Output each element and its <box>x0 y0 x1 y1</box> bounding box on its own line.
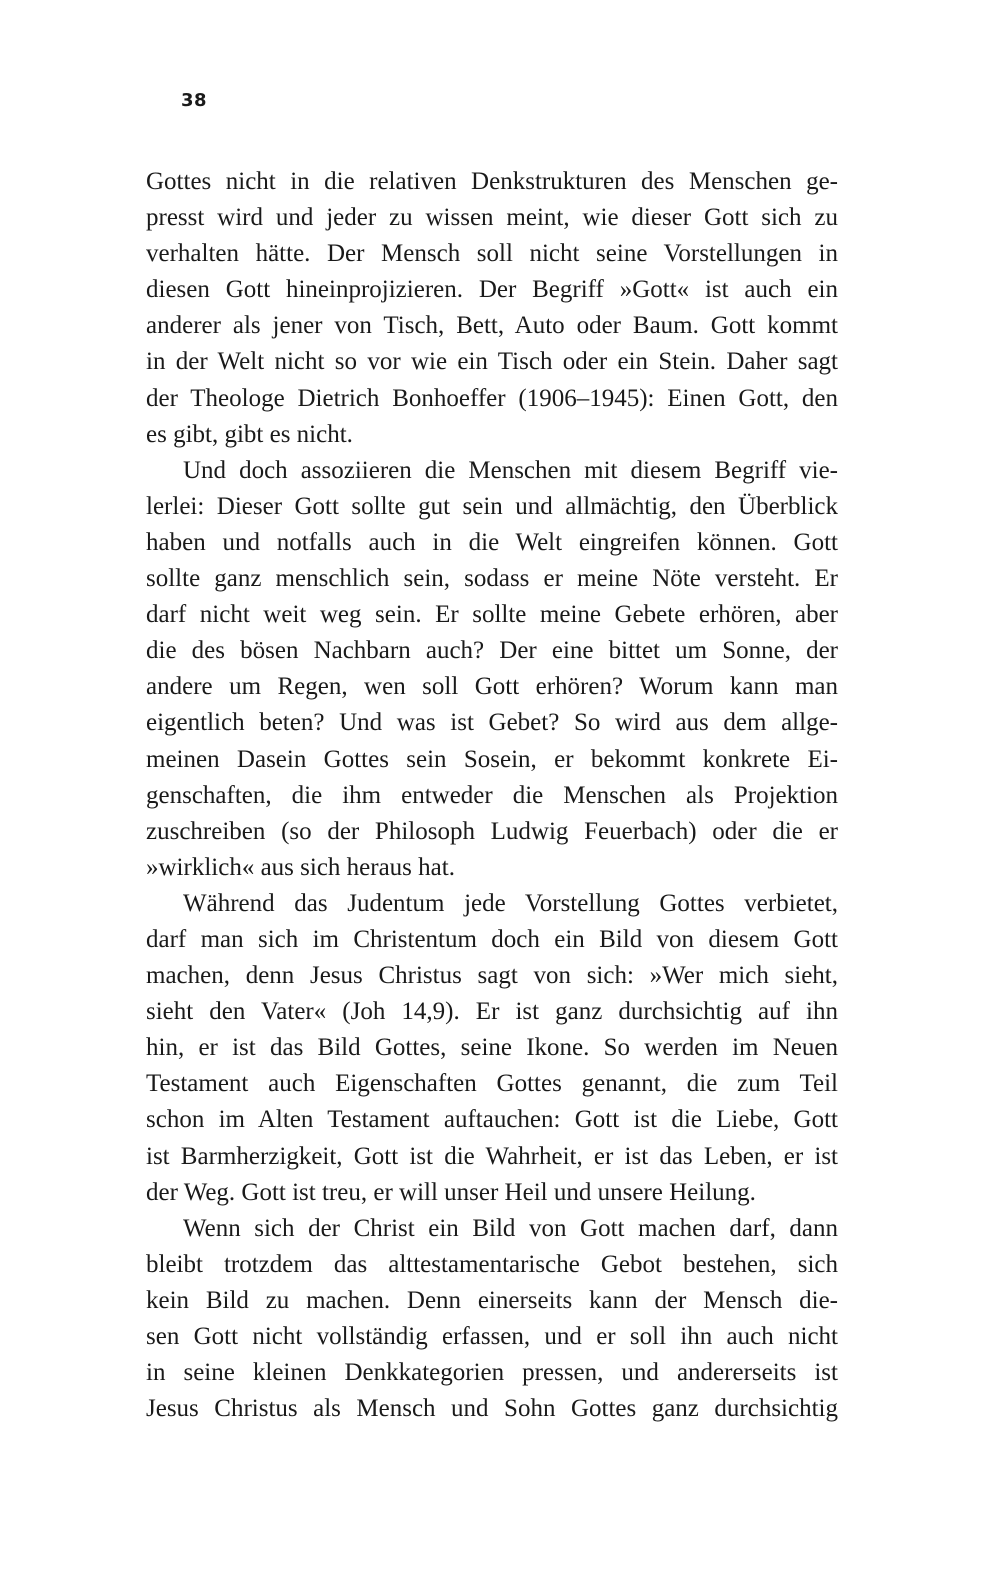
text-line: ist Barmherzigkeit, Gott ist die Wahrheit, er ist das Leben, er ist <box>146 1142 838 1170</box>
text-line: Während das Judentum jede Vorstellung Gottes verbietet, <box>183 889 838 917</box>
text-line: darf man sich im Christentum doch ein Bild von diesem Gott <box>146 925 838 953</box>
text-line: der Weg. Gott ist treu, er will unser Heil und unsere Heilung. <box>146 1178 756 1206</box>
text-line: bleibt trotzdem das alttestamentarische Gebot bestehen, sich <box>146 1250 838 1278</box>
paragraph <box>146 886 838 1211</box>
text-line: schon im Alten Testament auftauchen: Gott ist die Liebe, Gott <box>146 1106 838 1134</box>
text-line: Testament auch Eigenschaften Gottes genannt, die zum Teil <box>146 1070 838 1098</box>
text-line: darf nicht weit weg sein. Er sollte meine Gebete erhören, aber <box>146 601 838 629</box>
text-line: sen Gott nicht vollständig erfassen, und er soll ihn auch nicht <box>146 1323 838 1350</box>
text-line: die des bösen Nachbarn auch? Der eine bittet um Sonne, der <box>146 637 838 665</box>
page-number: 38 <box>181 90 208 111</box>
text-line: meinen Dasein Gottes sein Sosein, er bekommt konkrete Ei- <box>146 745 838 773</box>
text-line: in seine kleinen Denkkategorien pressen, und andererseits ist <box>146 1359 838 1387</box>
text-line: zuschreiben (so der Philosoph Ludwig Feuerbach) oder die er <box>146 817 838 845</box>
text-line: sollte ganz menschlich sein, sodass er meine Nöte versteht. Er <box>146 565 838 593</box>
text-line: anderer als jener von Tisch, Bett, Auto oder Baum. Gott kommt <box>146 312 838 340</box>
text-line: kein Bild zu machen. Denn einerseits kann der Mensch die- <box>146 1286 838 1314</box>
text-line: es gibt, gibt es nicht. <box>146 420 353 448</box>
text-line: in der Welt nicht so vor wie ein Tisch oder ein Stein. Daher sagt <box>146 348 838 376</box>
text-line: Wenn sich der Christ ein Bild von Gott machen darf, dann <box>183 1214 838 1242</box>
text-line: Gottes nicht in die relativen Denkstrukturen des Menschen ge- <box>146 168 838 195</box>
text-line: machen, denn Jesus Christus sagt von sich: »Wer mich sieht, <box>146 962 838 990</box>
body-text <box>146 164 838 1427</box>
paragraph <box>146 453 838 886</box>
text-line: Jesus Christus als Mensch und Sohn Gottes ganz durchsichtig <box>146 1395 838 1423</box>
text-line: haben und notfalls auch in die Welt eingreifen können. Gott <box>146 528 838 556</box>
text-line: verhalten hätte. Der Mensch soll nicht seine Vorstellungen in <box>146 240 838 268</box>
paragraph <box>146 164 838 453</box>
paragraph <box>146 1211 838 1428</box>
text-line: »wirklich« aus sich heraus hat. <box>146 853 455 881</box>
text-line: eigentlich beten? Und was ist Gebet? So wird aus dem allge- <box>146 709 838 737</box>
text-line: genschaften, die ihm entweder die Menschen als Projektion <box>146 781 838 809</box>
text-line: der Theologe Dietrich Bonhoeffer (1906–1945): Einen Gott, den <box>146 384 838 412</box>
text-line: sieht den Vater« (Joh 14,9). Er ist ganz durchsichtig auf ihn <box>146 998 838 1026</box>
text-line: lerlei: Dieser Gott sollte gut sein und allmächtig, den Überblick <box>146 492 838 520</box>
text-line: presst wird und jeder zu wissen meint, wie dieser Gott sich zu <box>146 204 838 232</box>
text-line: Und doch assoziieren die Menschen mit diesem Begriff vie- <box>183 456 838 484</box>
text-line: hin, er ist das Bild Gottes, seine Ikone. So werden im Neuen <box>146 1034 838 1062</box>
text-line: andere um Regen, wen soll Gott erhören? Worum kann man <box>146 673 838 701</box>
text-line: diesen Gott hineinprojizieren. Der Begriff »Gott« ist auch ein <box>146 276 838 304</box>
